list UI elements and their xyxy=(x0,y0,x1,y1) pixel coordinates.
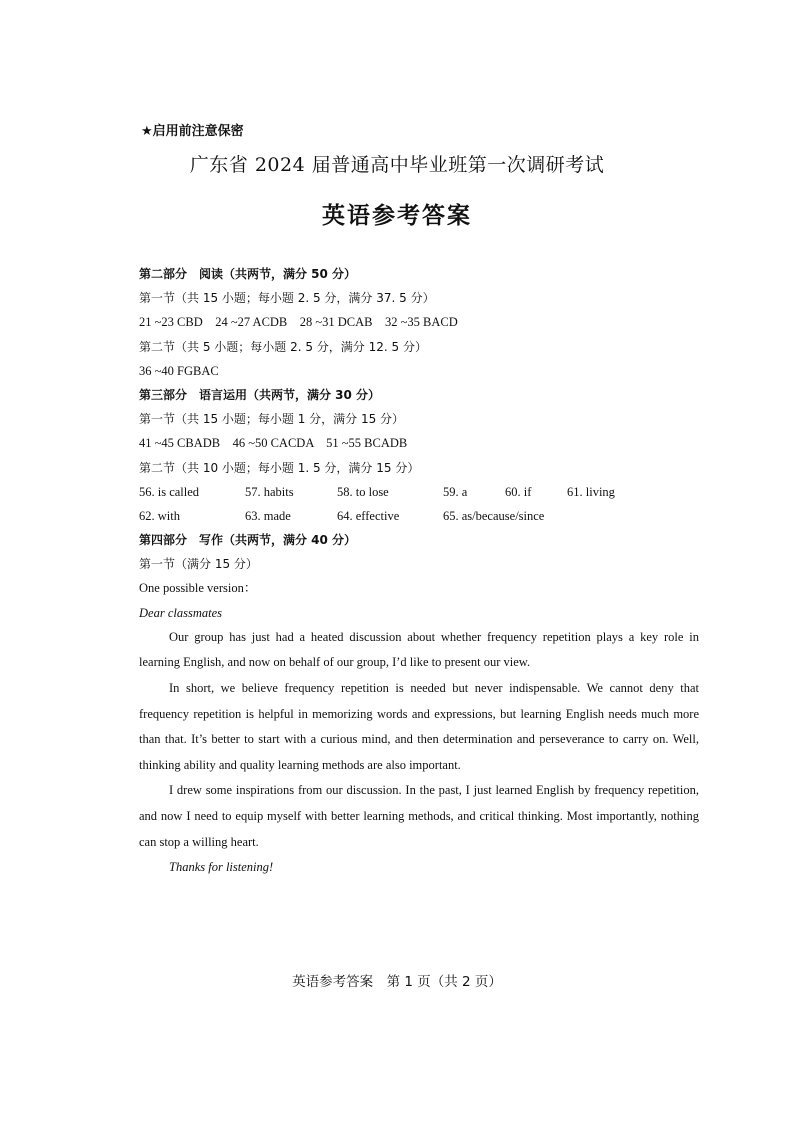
page-footer: 英语参考答案 第 1 页（共 2 页） xyxy=(292,974,502,990)
letter-paragraph-2: In short, we believe frequency repetition is needed but never indispensable. We cannot deny that frequency repetition is helpful in memorizing words and expressions, but learning English needs much more than that. It’s better to start with a curious mind, and then determination and perseverance to carry on. Well, thinking ability and quality learning methods are also important. xyxy=(139,681,699,772)
part2-answers2: 36 ~40 FGBAC xyxy=(139,363,219,378)
part3-section1: 第一节（共 15 小题；每小题 1 分，满分 15 分） xyxy=(139,412,405,427)
part3-answers1: 41 ~45 CBADB 46 ~50 CACDA 51 ~55 BCADB xyxy=(139,436,408,451)
fill-answer: 65. as/because/since xyxy=(443,508,545,523)
part4-section1: 第一节（满分 15 分） xyxy=(139,557,258,572)
part2-heading: 第二部分 阅读（共两节，满分 50 分） xyxy=(139,267,357,281)
fill-answer: 61. living xyxy=(567,484,615,499)
part3-section2: 第二节（共 10 小题；每小题 1. 5 分，满分 15 分） xyxy=(139,460,420,475)
part2-section1: 第一节（共 15 小题；每小题 2. 5 分，满分 37. 5 分） xyxy=(139,291,435,306)
letter-closing: Thanks for listening! xyxy=(169,860,274,875)
version-label: One possible version： xyxy=(139,581,257,596)
exam-title: 广东省 2024 届普通高中毕业班第一次调研考试 xyxy=(189,154,605,176)
part2-answers1: 21 ~23 CBD 24 ~27 ACDB 28 ~31 DCAB 32 ~35 BACD xyxy=(139,315,458,330)
fill-answer: 60. if xyxy=(505,484,532,499)
confidential-notice: ★启用前注意保密 xyxy=(141,124,244,139)
fill-answer: 56. is called xyxy=(139,484,200,499)
fill-answer: 64. effective xyxy=(337,508,400,523)
part4-heading: 第四部分 写作（共两节，满分 40 分） xyxy=(139,533,357,548)
fill-answer: 59. a xyxy=(443,484,468,499)
fill-answer: 63. made xyxy=(245,508,291,523)
part3-heading: 第三部分 语言运用（共两节，满分 30 分） xyxy=(139,387,381,402)
fill-row-2 xyxy=(139,504,699,528)
letter-paragraph-3: I drew some inspirations from our discussion. In the past, I just learned English by frequency repetition, and now I need to equip myself with better learning methods, and critical thinking. Most importantly, nothing can stop a willing heart. xyxy=(139,783,699,849)
letter-greeting: Dear classmates xyxy=(139,605,222,620)
fill-row-1 xyxy=(139,480,699,504)
fill-answer: 58. to lose xyxy=(337,484,389,499)
document-subtitle: 英语参考答案 xyxy=(322,203,472,229)
fill-answer: 62. with xyxy=(139,508,180,523)
answer-content xyxy=(139,262,699,881)
fill-answer: 57. habits xyxy=(245,484,294,499)
letter-paragraph-1: Our group has just had a heated discussion about whether frequency repetition plays a key role in learning English, and now on behalf of our group, I’d like to present our view. xyxy=(139,629,699,670)
part2-section2: 第二节（共 5 小题；每小题 2. 5 分，满分 12. 5 分） xyxy=(139,339,427,354)
